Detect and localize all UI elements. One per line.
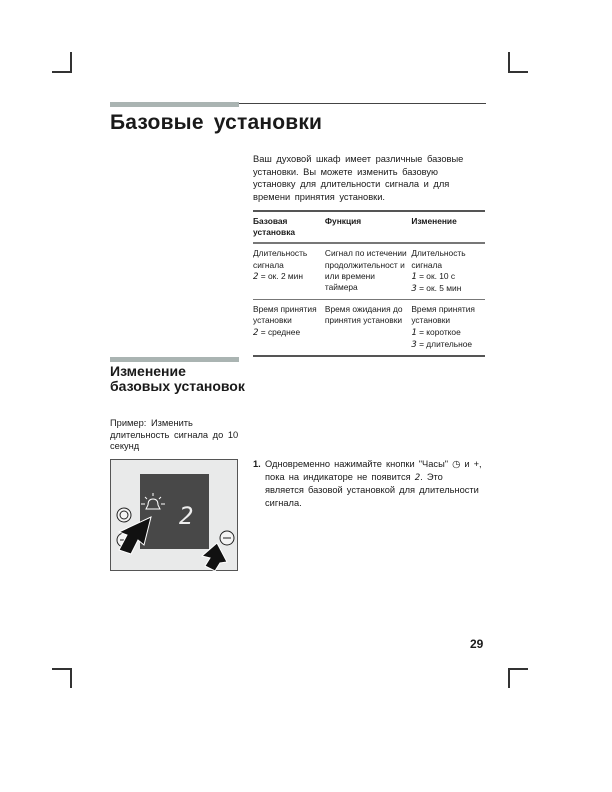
table-cell-change: Время принятия установки 1 = короткое 3 = длительное [411,300,485,356]
bell-icon [141,493,165,509]
crop-mark-tr-h [508,71,528,73]
display-digit: 2 [179,502,194,530]
crop-mark-br [508,668,510,688]
segment-digit: 1 [411,271,417,282]
crop-mark-bl-h [52,668,72,670]
plus-button-icon [220,531,234,545]
crop-mark-tr [508,52,510,72]
table-cell-base: Длительность сигнала 2 = ок. 2 мин [253,243,325,299]
control-panel-illustration [110,459,238,571]
instruction-step: 1. Одновременно нажимайте кнопки "Часы" ◷ и +, пока на индикаторе не появится 2. Это является базовой установкой для длительности сигнала. [253,459,482,508]
segment-digit: 3 [411,284,417,295]
example-text: Пример: Изменить длительность сигнала до 10 секунд [110,418,239,451]
illustration-icons [111,460,239,572]
arrow-icon [202,543,227,571]
column-header: Базовая установка [253,211,325,243]
clock-icon: ◷ [452,459,461,469]
table-cell-base: Время принятия установки 2 = среднее [253,300,325,356]
section-accent-bar [110,357,239,362]
table-cell-function: Сигнал по истечении продолжительност и или времени таймера [325,243,411,299]
segment-digit: 3 [411,339,417,350]
page-number: 29 [470,637,484,651]
segment-digit: 2 [253,327,259,338]
clock-button-icon [117,508,131,522]
column-header: Функция [325,211,411,243]
table-header-row [253,211,485,243]
table-row [253,243,485,299]
segment-digit: 1 [411,327,417,338]
segment-digit: 2 [253,271,259,282]
crop-mark-tl [70,52,72,72]
crop-mark-br-h [508,668,528,670]
table-row [253,300,485,356]
page-title: Базовые установки [110,111,323,134]
table-cell-function: Время ожидания до принятия установки [325,300,411,356]
crop-mark-bl [70,668,72,688]
column-header: Изменение [411,211,485,243]
segment-digit: 2 [414,472,421,483]
step-number: 1. [253,459,261,469]
section-heading: Изменение базовых установок [110,363,245,394]
section-accent-bar [110,102,239,107]
settings-table [253,210,485,357]
crop-mark-tl-h [52,71,72,73]
intro-paragraph: Ваш духовой шкаф имеет различные базовые установки. Вы можете изменить базовую установку для длительности сигнала и для времени принятия установки. [253,154,464,202]
table-cell-change: Длительность сигнала 1 = ок. 10 с 3 = ок. 5 мин [411,243,485,299]
